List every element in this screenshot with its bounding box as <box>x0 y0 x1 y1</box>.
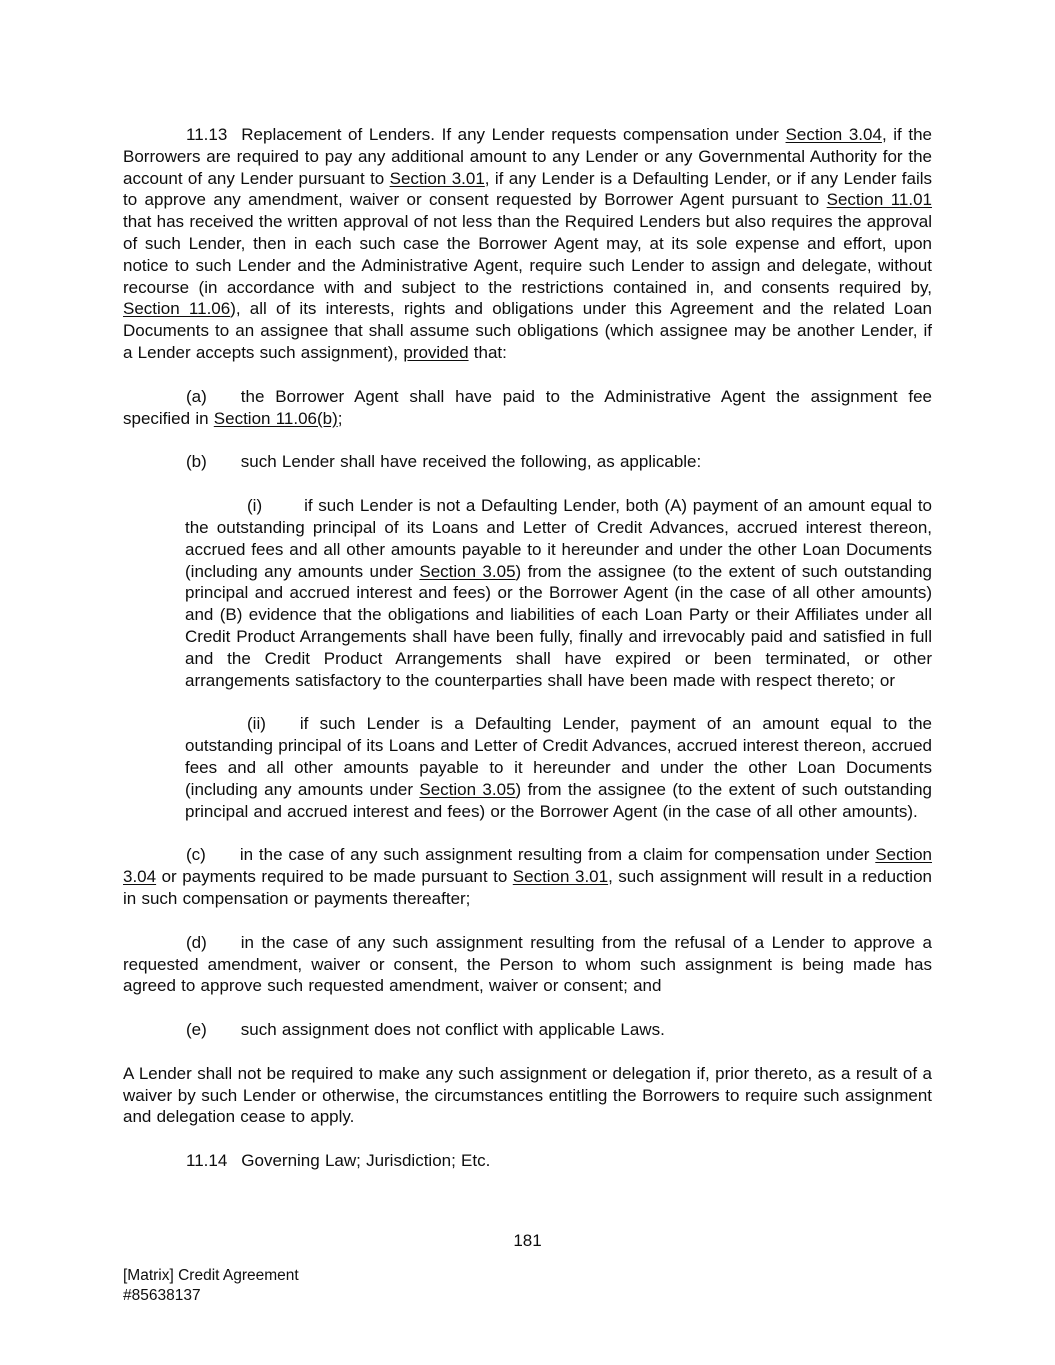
text-run: such Lender shall have received the following, as applicable: <box>240 452 702 472</box>
text-run: , such assignment will result in a reduction in such compensation or payments thereafter; <box>123 867 932 908</box>
text-run: ) from the assignee (to the extent of such outstanding principal and accrued interest and fees) or the Borrower Agent (in the case of all other amounts). <box>185 779 933 821</box>
text-run: if such Lender is a Defaulting Lender, payment of an amount equal to the outstanding principal of its Loans and Letter of Credit Advances, accrued interest thereon, accrued fees and all other amounts payable to it hereunder and under the other Loan Documents (including any amounts under <box>185 714 932 799</box>
text-run: in the case of any such assignment resulting from the refusal of a Lender to approve a requested amendment, waiver or consent, the Person to whom such assignment is being made has agreed to approve such requested amendment, waiver or consent; and <box>123 932 932 996</box>
paragraph-clause-d <box>123 932 932 997</box>
paragraph-clause-b <box>123 451 932 473</box>
paragraph-section-11-14-heading <box>123 1150 932 1172</box>
document-footer <box>123 1266 299 1306</box>
text-run: such assignment does not conflict with applicable Laws. <box>240 1020 665 1040</box>
section-reference: Section 3.04 <box>785 125 882 144</box>
page-number: 181 <box>513 1231 542 1250</box>
section-reference: Section 3.04 <box>123 845 932 887</box>
section-reference: Section 3.05 <box>419 561 516 581</box>
paragraph-subclause-i <box>185 495 932 691</box>
footer-doc-id: #85638137 <box>123 1287 201 1304</box>
text-run: (c) <box>186 845 206 865</box>
section-reference: Section 11.06 <box>123 299 231 319</box>
paragraph-clause-e <box>123 1019 932 1041</box>
text-run: if such Lender is not a Defaulting Lender, both (A) payment of an amount equal to the outstanding principal of its Loans and Letter of Credit Advances, accrued interest thereon, accrued fees and all other amounts payable to it hereunder and under the other Loan Documents (including any amounts under <box>185 496 932 581</box>
section-reference: Section 3.05 <box>419 779 516 799</box>
text-run: (d) <box>186 932 207 952</box>
text-run: or payments required to be made pursuant to <box>156 867 513 887</box>
text-run: that has received the written approval of not less than the Required Lenders but also requires the approval of such Lender, then in each such case the Borrower Agent may, at its sole expense and effort, upon notice to such Lender and the Administrative Agent, require such Lender to assign and delegate, without recourse (in accordance with and subject to the restrictions contained in, and consents required by, <box>123 212 932 297</box>
text-run: (i) <box>247 496 263 516</box>
text-run: the Borrower Agent shall have paid to the Administrative Agent the assignment fee specified in <box>123 386 932 428</box>
section-reference: Section 11.01 <box>826 190 932 210</box>
section-reference: Section 3.01 <box>389 168 485 188</box>
text-run: ), all of its interests, rights and obligations under this Agreement and the related Loan Documents to an assignee that shall assume such obligations (which assignee may be another Lender, if a Lender accepts such assignment), <box>123 299 932 362</box>
text-run: in the case of any such assignment resulting from a claim for compensation under <box>239 845 876 865</box>
paragraph-section-11-13 <box>123 124 932 364</box>
text-run: Governing Law; Jurisdiction; Etc. <box>241 1151 491 1171</box>
text-run: ) from the assignee (to the extent of such outstanding principal and accrued interest and fees) or the Borrower Agent (in the case of all other amounts) and (B) evidence that the obligations and liabilities of each Loan Party or their Affiliates under all Credit Product Arrangements shall have been fully, finally and irrevocably paid and satisfied in full and the Credit Product Arrangements shall have expired or been terminated, or other arrangements satisfactory to the counterparties shall have been made with respect thereto; or <box>185 561 933 690</box>
text-run: (e) <box>186 1020 207 1040</box>
footer-doc-title: [Matrix] Credit Agreement <box>123 1267 299 1284</box>
text-run: , if any Lender is a Defaulting Lender, or if any Lender fails to approve any amendment, waiver or consent requested by Borrower Agent pursuant to <box>123 168 932 210</box>
text-run: ; <box>337 408 343 428</box>
text-run: (a) <box>186 386 207 406</box>
paragraph-closing <box>123 1063 932 1128</box>
section-reference: provided <box>403 342 469 362</box>
text-run: A Lender shall not be required to make any such assignment or delegation if, prior thereto, as a result of a waiver by such Lender or otherwise, the circumstances entitling the Borrowers to require such assignment and delegation cease to apply. <box>123 1063 932 1127</box>
text-run: , if the Borrowers are required to pay any additional amount to any Lender or any Governmental Authority for the account of any Lender pursuant to <box>123 125 932 188</box>
text-run: (b) <box>186 452 207 472</box>
paragraph-clause-a <box>123 386 932 430</box>
section-reference: Section 11.06(b) <box>213 408 338 428</box>
text-run: Replacement of Lenders. If any Lender requests compensation under <box>241 125 786 144</box>
document-body <box>123 124 932 1172</box>
text-run: 11.14 <box>186 1151 228 1171</box>
paragraph-clause-c <box>123 844 932 909</box>
text-run: (ii) <box>247 714 266 734</box>
text-run: 11.13 <box>186 125 228 144</box>
section-reference: Section 3.01 <box>512 867 609 887</box>
paragraph-subclause-ii <box>185 713 932 822</box>
text-run: that: <box>468 342 507 362</box>
